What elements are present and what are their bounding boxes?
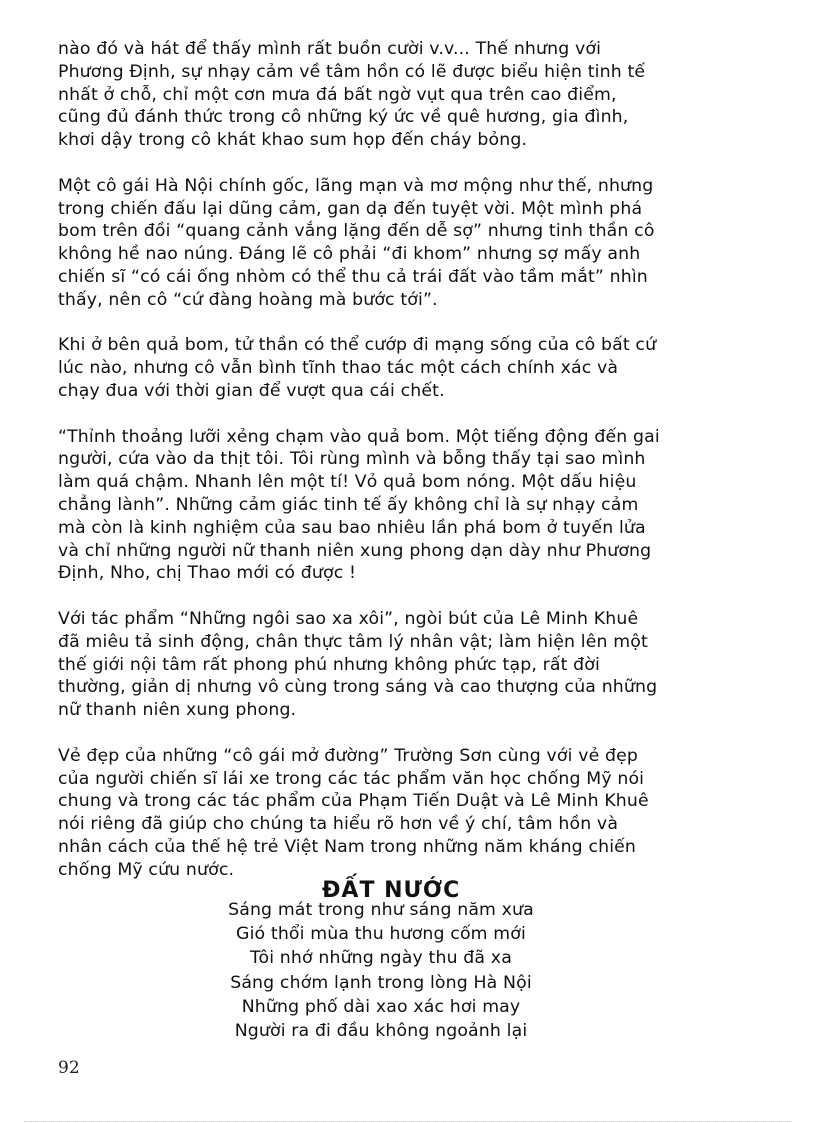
- page-number: 92: [58, 1058, 80, 1078]
- paragraph-4: [58, 426, 733, 586]
- poem-title: ĐẤT NƯỚC: [322, 878, 461, 903]
- text-line: làm quá chậm. Nhanh lên một tí! Vỏ quả bom nóng. Một dấu hiệu: [58, 472, 637, 493]
- text-line: Định, Nho, chị Thao mới có được !: [58, 563, 357, 584]
- text-line: nữ thanh niên xung phong.: [58, 700, 297, 721]
- text-line: lúc nào, nhưng cô vẫn bình tĩnh thao tác một cách chính xác và: [58, 358, 619, 379]
- text-line: đã miêu tả sinh động, chân thực tâm lý nhân vật; làm hiện lên một: [58, 631, 648, 652]
- text-line: thường, giản dị nhưng vô cùng trong sáng và cao thượng của những: [58, 677, 658, 698]
- poem-body: [186, 898, 576, 1043]
- footer-divider: [24, 1121, 792, 1122]
- text-line: của người chiến sĩ lái xe trong các tác phẩm văn học chống Mỹ nói: [58, 768, 645, 789]
- text-line: “Thỉnh thoảng lưỡi xẻng chạm vào quả bom. Một tiếng động đến gai: [58, 426, 660, 447]
- paragraph-3: [58, 334, 733, 402]
- paragraph-6: [58, 745, 733, 882]
- text-line: không hề nao núng. Đáng lẽ cô phải “đi khom” nhưng sợ mấy anh: [58, 244, 641, 265]
- text-line: chống Mỹ cứu nước.: [58, 859, 235, 880]
- poem-line: Sáng mát trong như sáng năm xưa: [228, 900, 534, 920]
- text-line: nào đó và hát để thấy mình rất buồn cười v.v... Thế nhưng với: [58, 39, 602, 59]
- paragraph-2: [58, 175, 733, 312]
- text-line: chung và trong các tác phẩm của Phạm Tiến Duật và Lê Minh Khuê: [58, 791, 649, 812]
- text-line: chạy đua với thời gian để vượt qua cái chết.: [58, 380, 445, 401]
- text-line: người, cứa vào da thịt tôi. Tôi rùng mình và bỗng thấy tại sao mình: [58, 449, 646, 470]
- text-line: khơi dậy trong cô khát khao sum họp đến cháy bỏng.: [58, 130, 528, 151]
- text-line: bom trên đồi “quang cảnh vắng lặng đến dễ sợ” nhưng tinh thần cô: [58, 221, 655, 242]
- text-line: Với tác phẩm “Những ngôi sao xa xôi”, ngòi bút của Lê Minh Khuê: [58, 608, 639, 629]
- poem-line: Tôi nhớ những ngày thu đã xa: [250, 948, 512, 969]
- text-line: Phương Định, sự nhạy cảm về tâm hồn có lẽ được biểu hiện tinh tế: [58, 61, 646, 82]
- text-line: thế giới nội tâm rất phong phú nhưng không phức tạp, rất đời: [58, 654, 600, 675]
- text-line: Một cô gái Hà Nội chính gốc, lãng mạn và mơ mộng như thế, nhưng: [58, 175, 654, 196]
- text-line: chẳng lành”. Những cảm giác tinh tế ấy không chỉ là sự nhạy cảm: [58, 494, 639, 515]
- text-line: Khi ở bên quả bom, tử thần có thể cướp đi mạng sống của cô bất cứ: [58, 335, 657, 356]
- paragraph-1: [58, 38, 733, 152]
- text-line: mà còn là kinh nghiệm của sau bao nhiêu lần phá bom ở tuyến lửa: [58, 517, 646, 538]
- poem-line: Sáng chớm lạnh trong lòng Hà Nội: [230, 972, 532, 993]
- text-line: thấy, nên cô “cứ đàng hoàng mà bước tới”.: [58, 289, 438, 310]
- text-line: nói riêng đã giúp cho chúng ta hiểu rõ hơn về ý chí, tâm hồn và: [58, 814, 619, 835]
- text-line: Vẻ đẹp của những “cô gái mở đường” Trường Sơn cùng với vẻ đẹp: [58, 745, 639, 766]
- text-line: cũng đủ đánh thức trong cô những ký ức về quê hương, gia đình,: [58, 107, 629, 128]
- poem-line: Người ra đi đầu không ngoảnh lại: [234, 1021, 528, 1042]
- text-line: nhất ở chỗ, chỉ một cơn mưa đá bất ngờ vụt qua trên cao điểm,: [58, 84, 617, 105]
- body-text: [58, 38, 733, 881]
- poem-line: Những phố dài xao xác hơi may: [241, 996, 521, 1017]
- text-line: chiến sĩ “có cái ống nhòm có thể thu cả trái đất vào tầm mắt” nhìn: [58, 266, 648, 287]
- poem-line: Gió thổi mùa thu hương cốm mới: [236, 924, 526, 945]
- paragraph-5: [58, 608, 733, 722]
- text-line: nhân cách của thế hệ trẻ Việt Nam trong những năm kháng chiến: [58, 836, 637, 857]
- text-line: trong chiến đấu lại dũng cảm, gan dạ đến tuyệt vời. Một mình phá: [58, 198, 643, 219]
- text-line: và chỉ những người nữ thanh niên xung phong dạn dày như Phương: [58, 540, 652, 561]
